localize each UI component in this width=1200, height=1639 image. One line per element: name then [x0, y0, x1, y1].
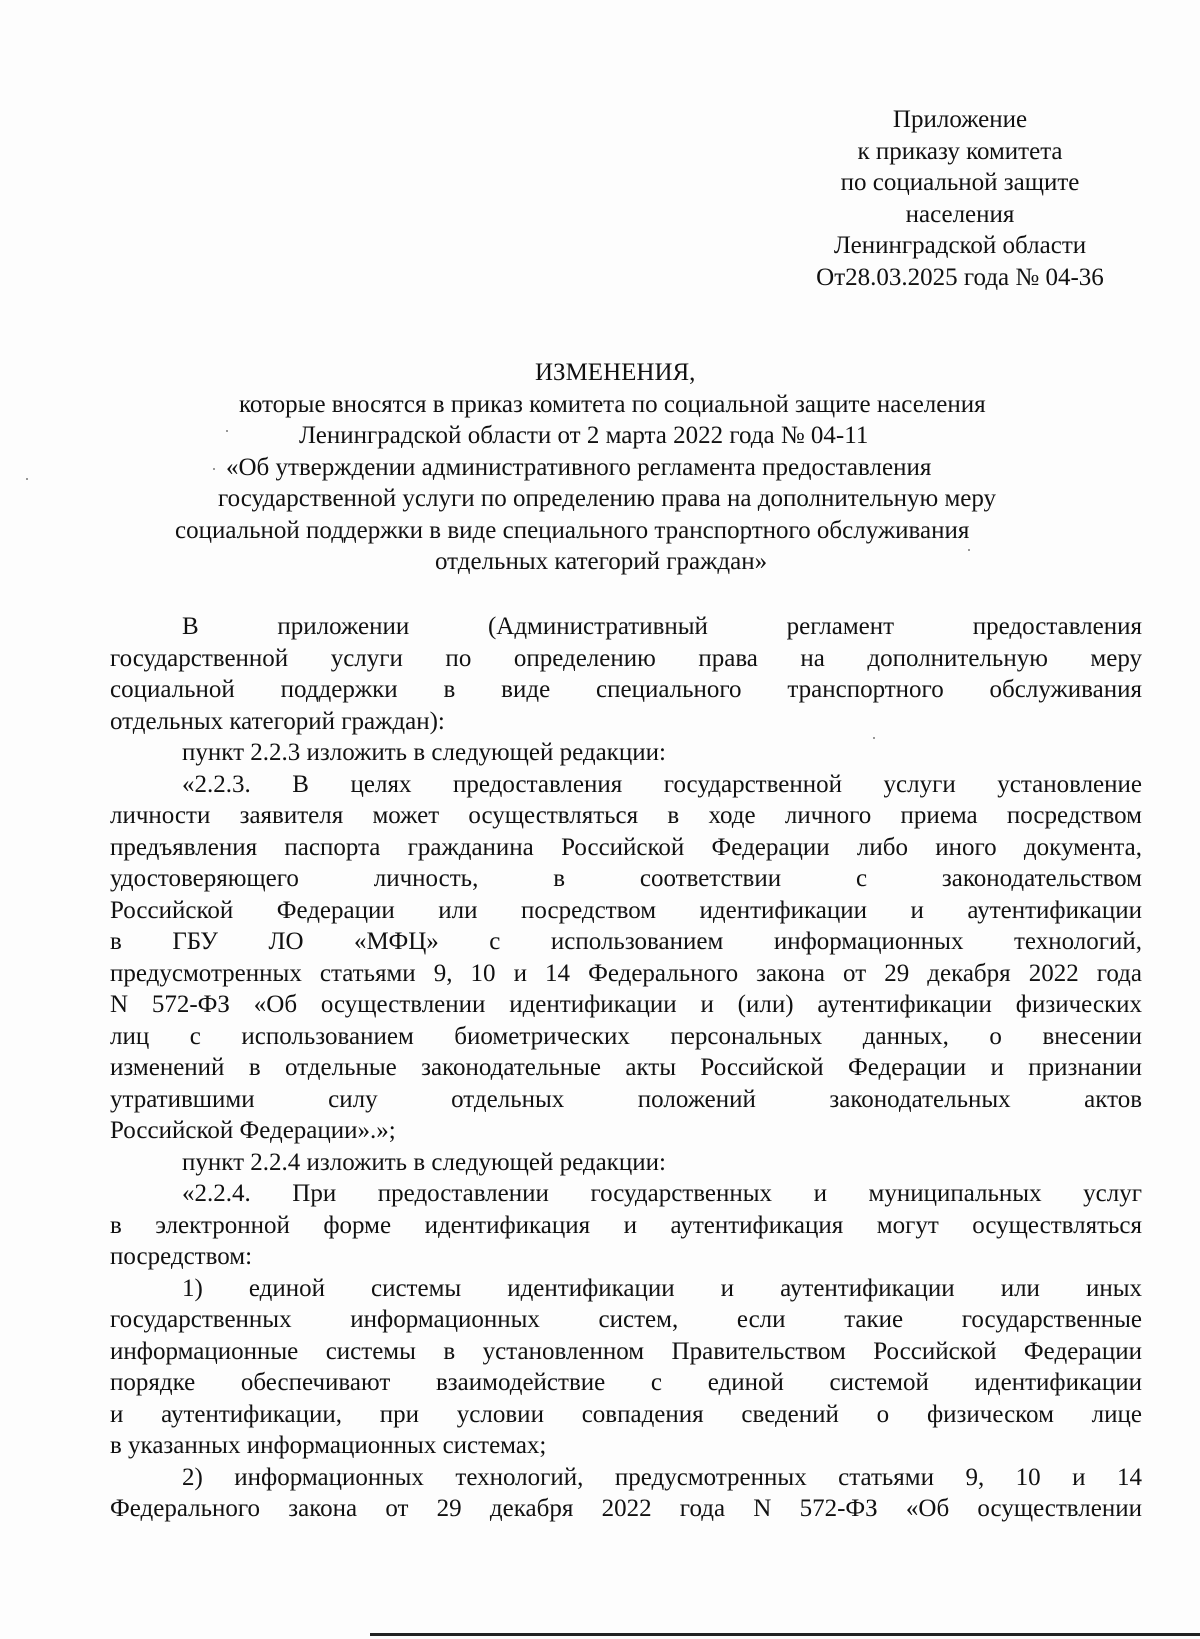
body-line: «2.2.4. При предоставлении государственных и муниципальных услуг [182, 1180, 1142, 1207]
body-line: N 572-ФЗ «Об осуществлении идентификации и (или) аутентификации физических [110, 991, 1142, 1018]
annex-line: по социальной защите [840, 169, 1080, 196]
body-line: социальной поддержки в виде специального транспортного обслуживания [110, 676, 1142, 703]
annex-line: к приказу комитета [857, 137, 1063, 165]
body-line: утратившими силу отдельных положений законодательных актов [110, 1085, 1142, 1113]
body-line: В приложении (Административный регламент предоставления [182, 613, 1142, 640]
body-line: в ГБУ ЛО «МФЦ» с использованием информационных технологий, [110, 928, 1142, 955]
annex-line: От28.03.2025 года № 04-36 [816, 263, 1104, 291]
body-text [110, 611, 1142, 1525]
body-line: предъявления паспорта гражданина Российской Федерации либо иного документа, [110, 833, 1142, 861]
body-line: в электронной форме идентификация и аутентификация могут осуществляться [110, 1211, 1142, 1239]
document-heading: ИЗМЕНЕНИЯ, [535, 359, 696, 386]
title-line: «Об утверждении административного регламента предоставления [226, 453, 932, 481]
title-line: Ленинградской области от 2 марта 2022 года № 04-11 [299, 422, 869, 449]
body-line: 2) информационных технологий, предусмотренных статьями 9, 10 и 14 [182, 1463, 1142, 1491]
body-line: порядке обеспечивают взаимодействие с единой системой идентификации [110, 1369, 1142, 1396]
annex-block [780, 104, 1140, 293]
body-line: 1) единой системы идентификации и аутентификации или иных [182, 1274, 1142, 1302]
body-line: отдельных категорий граждан): [110, 707, 445, 735]
scan-speck [213, 468, 215, 470]
body-line: пункт 2.2.3 изложить в следующей редакции: [182, 739, 666, 766]
title-line: отдельных категорий граждан» [435, 548, 768, 575]
body-line: предусмотренных статьями 9, 10 и 14 Федерального закона от 29 декабря 2022 года [110, 959, 1142, 987]
body-line: посредством: [110, 1243, 253, 1270]
body-line: Российской Федерации или посредством идентификации и аутентификации [110, 896, 1142, 924]
page-bottom-edge [370, 1633, 1200, 1636]
title-line: государственной услуги по определению права на дополнительную меру [218, 485, 997, 512]
body-line: информационные системы в установленном Правительством Российской Федерации [110, 1337, 1142, 1365]
body-line: удостоверяющего личность, в соответствии с законодательством [110, 865, 1142, 892]
scan-speck [968, 549, 970, 551]
body-line: изменений в отдельные законодательные акты Российской Федерации и признании [110, 1054, 1142, 1081]
annex-line: Ленинградской области [833, 232, 1087, 259]
annex-line: населения [905, 200, 1015, 228]
body-line: в указанных информационных системах; [110, 1432, 547, 1459]
body-line: государственных информационных систем, если такие государственные [110, 1306, 1142, 1333]
body-line: Федерального закона от 29 декабря 2022 года N 572-ФЗ «Об осуществлении [110, 1495, 1142, 1522]
body-line: Российской Федерации».»; [110, 1117, 396, 1144]
body-line: пункт 2.2.4 изложить в следующей редакции: [182, 1148, 666, 1176]
title-block [100, 357, 1100, 578]
title-line: социальной поддержки в виде специального транспортного обслуживания [175, 516, 970, 544]
body-line: «2.2.3. В целях предоставления государственной услуги установление [182, 770, 1142, 798]
body-line: и аутентификации, при условии совпадения сведений о физическом лице [110, 1400, 1142, 1428]
annex-line: Приложение [892, 106, 1028, 133]
scan-speck [873, 737, 875, 739]
body-line: личности заявителя может осуществляться в ходе личного приема посредством [110, 802, 1142, 829]
title-line: которые вносятся в приказ комитета по социальной защите населения [239, 390, 986, 418]
scan-speck [26, 478, 28, 480]
body-line: государственной услуги по определению права на дополнительную меру [110, 644, 1142, 672]
body-line: лиц с использованием биометрических персональных данных, о внесении [110, 1022, 1142, 1050]
scan-speck [226, 430, 228, 432]
